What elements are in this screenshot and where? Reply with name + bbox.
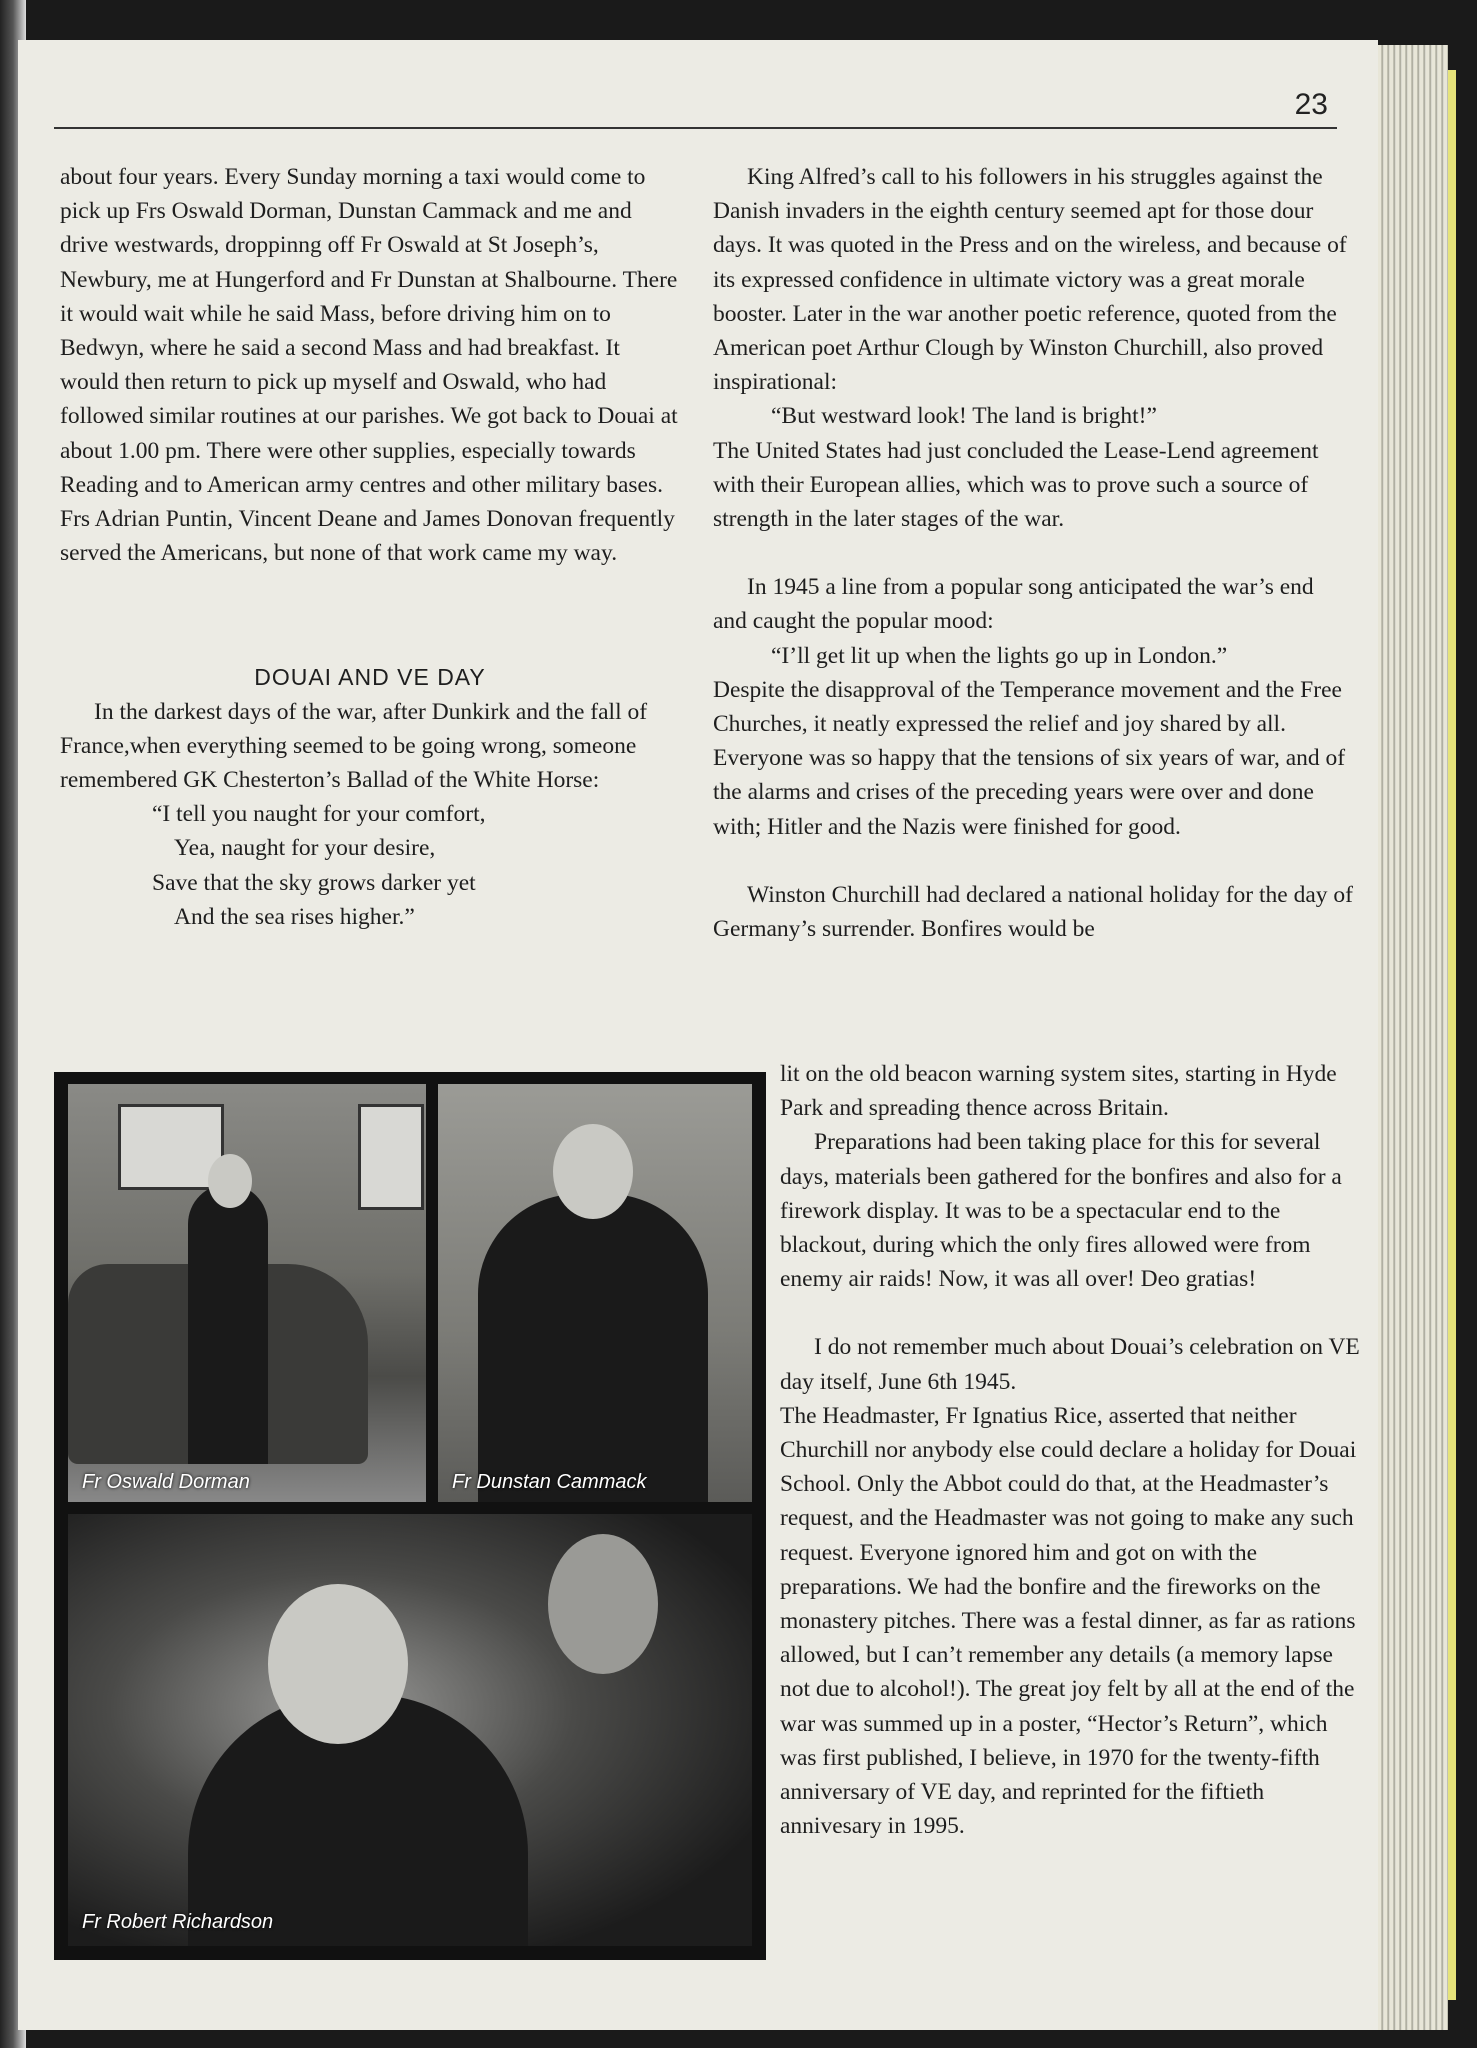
left-column [60, 160, 680, 934]
paragraph-8: The Headmaster, Fr Ignatius Rice, asserted that neither Churchill nor anybody else could declare a holiday for Douai School. Only the Abbot could do that, at the Headmaster’s request, and the Headmaster was not going to make any such request. Everyone ignored him and got on with the preparations. We had the bonfire and the fireworks on the monastery pitches. There was a festal dinner, as far as rations allowed, but I can’t remember any details (a memory lapse not due to alcohol!). The great joy felt by all at the end of the war was summed up in a poster, “Hector’s Return”, which was first published, I believe, in 1970 for the twenty-fifth anniversary of VE day, and reprinted for the fiftieth annivesary in 1995. [780, 1402, 1357, 1840]
photo-dunstan-cammack [438, 1084, 752, 1502]
book-page [18, 40, 1378, 2030]
window [358, 1104, 424, 1210]
page-number: 23 [1294, 88, 1328, 121]
photo-robert-richardson [68, 1514, 752, 1946]
paragraph-5-continued: lit on the old beacon warning system sites, starting in Hyde Park and spreading thence across Britain. [780, 1061, 1337, 1122]
paragraph-3: In 1945 a line from a popular song anticipated the war’s end and caught the popular mood: [713, 574, 1314, 635]
page-edges [1378, 45, 1448, 2030]
section-heading: DOUAI AND VE DAY [254, 664, 486, 691]
priest-figure [188, 1184, 268, 1464]
section-paragraph: In the darkest days of the war, after Dunkirk and the fall of France,when everything seemed to be going wrong, someone remembered GK Chesterton’s Ballad of the White Horse: [60, 698, 648, 794]
second-man-head [548, 1534, 658, 1674]
quote-2: “I’ll get lit up when the lights go up in London.” [771, 642, 1228, 669]
paragraph-5: Winston Churchill had declared a national holiday for the day of Germany’s surrender. Bonfires would be [713, 881, 1353, 943]
monk-head [553, 1124, 633, 1219]
priest-head [208, 1154, 252, 1208]
priest-head [268, 1584, 408, 1744]
photo-oswald-dorman [68, 1084, 426, 1502]
photo-montage [54, 1072, 766, 1960]
paragraph-2: The United States had just concluded the Lease-Lend agreement with their European allies, which was to prove such a source of strength in the later stages of the war. [713, 437, 1319, 533]
right-column [713, 160, 1353, 946]
verse-line-1: “I tell you naught for your comfort, [152, 801, 486, 828]
quote-1: “But westward look! The land is bright!” [771, 403, 1157, 430]
verse-line-3: Save that the sky grows darker yet [152, 869, 476, 896]
caption-dunstan-cammack: Fr Dunstan Cammack [452, 1471, 647, 1493]
paragraph-4: Despite the disapproval of the Temperance movement and the Free Churches, it neatly expressed the relief and joy shared by all. Everyone was so happy that the tensions of six years of war, and of the alarms and crises of the preceding years were over and done with; Hitler and the Nazis were finished for good. [713, 676, 1346, 840]
intro-paragraph: about four years. Every Sunday morning a taxi would come to pick up Frs Oswald Dorman, Dunstan Cammack and me and drive westwards, droppinng off Fr Oswald at St Joseph’s, Newbury, me at Hungerford and Fr Dunstan at Shalbourne. There it would wait while he said Mass, before driving him on to Bedwyn, where he said a second Mass and had breakfast. It would then return to pick up myself and Oswald, who had followed similar routines at our parishes. We got back to Douai at about 1.00 pm. There were other supplies, especially towards Reading and to American army centres and other military bases. Frs Adrian Puntin, Vincent Deane and James Donovan frequently served the Americans, but none of that work came my way. [60, 164, 678, 567]
header-rule [54, 127, 1337, 129]
paragraph-1: King Alfred’s call to his followers in his struggles against the Danish invaders in the eighth century seemed apt for those dour days. It was quoted in the Press and on the wireless, and because of its expressed confidence in ultimate victory was a great morale booster. Later in the war another poetic reference, quoted from the American poet Arthur Clough by Winston Churchill, also proved inspirational: [713, 164, 1347, 396]
caption-oswald-dorman: Fr Oswald Dorman [82, 1471, 250, 1493]
paragraph-6: Preparations had been taking place for this for several days, materials been gathered for the bonfires and also for a firework display. It was to be a spectacular end to the blackout, during which the only fires allowed were from enemy air raids! Now, it was all over! Deo gratias! [780, 1129, 1342, 1293]
right-column-continued [780, 1057, 1360, 1843]
page-marker [1448, 70, 1456, 2000]
verse-line-2: Yea, naught for your desire, [174, 835, 436, 862]
caption-robert-richardson: Fr Robert Richardson [82, 1911, 274, 1933]
verse-line-4: And the sea rises higher.” [174, 903, 415, 930]
paragraph-7: I do not remember much about Douai’s celebration on VE day itself, June 6th 1945. [780, 1334, 1360, 1395]
monk-figure [478, 1194, 708, 1502]
